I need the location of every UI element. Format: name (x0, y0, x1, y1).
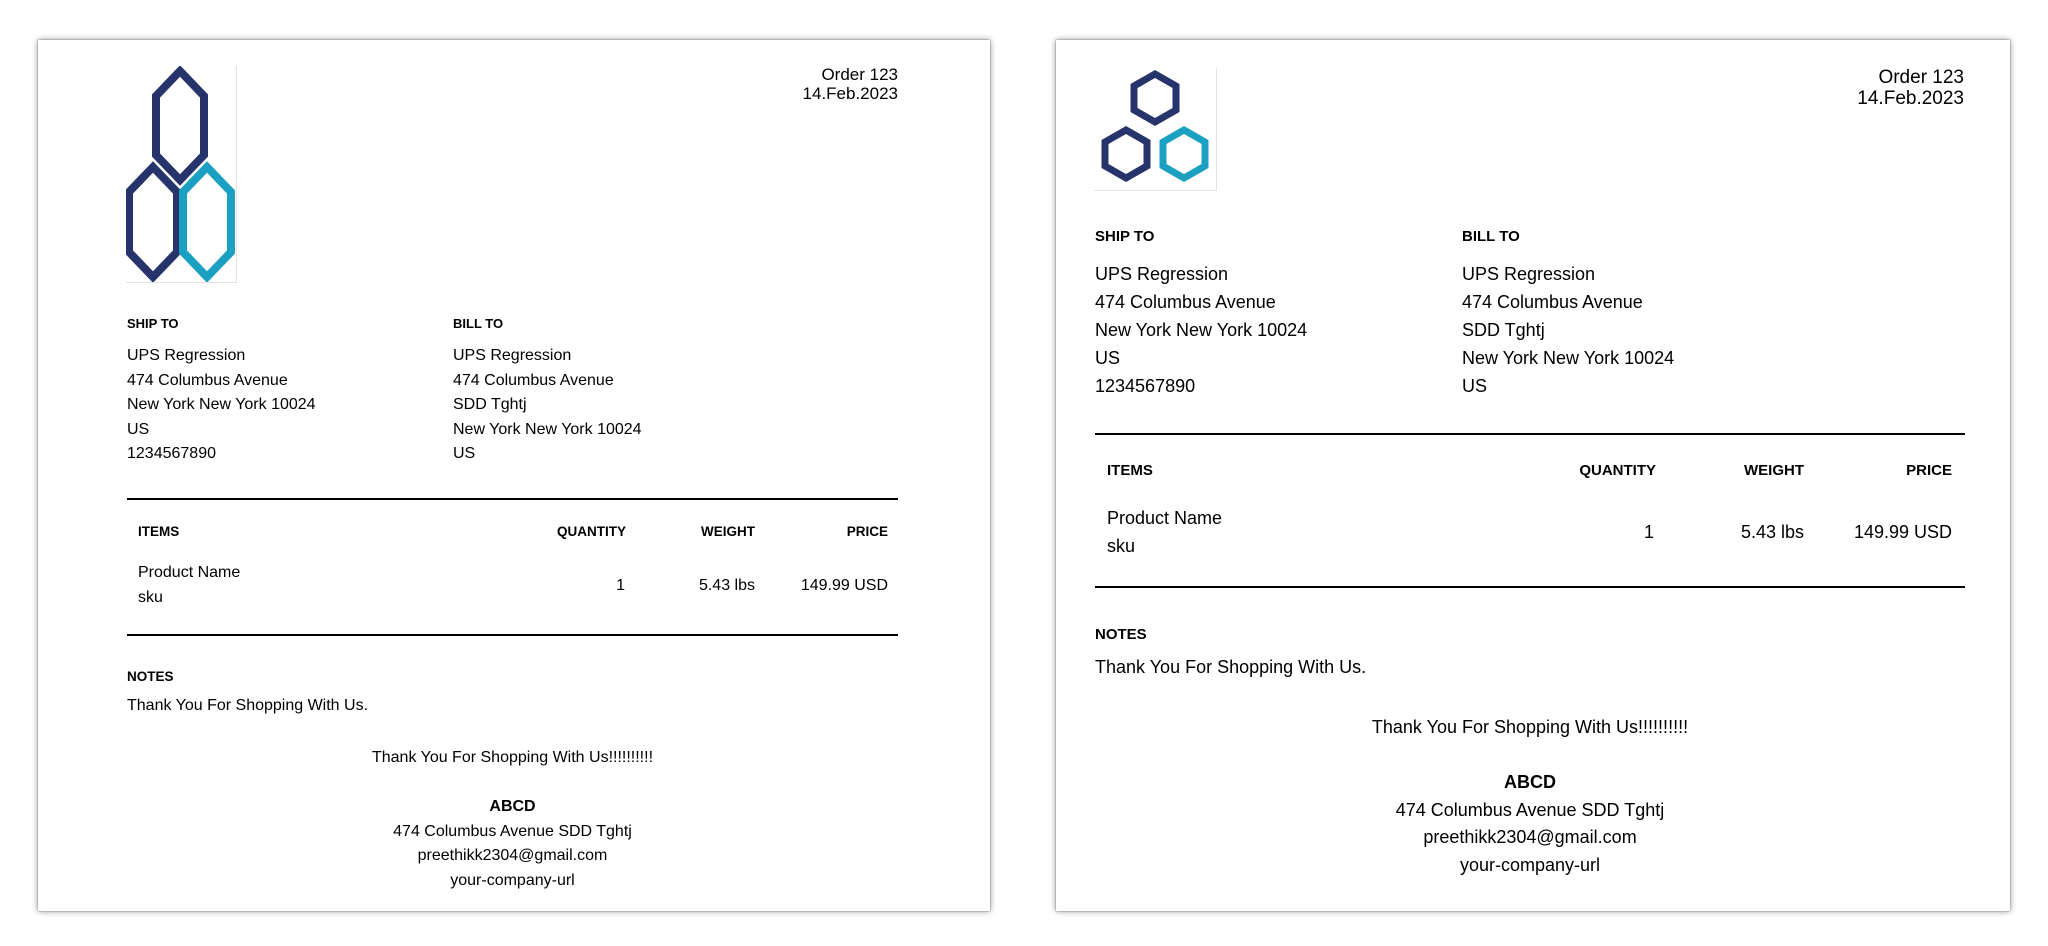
footer-thanks: Thank You For Shopping With Us!!!!!!!!!! (1371, 717, 1689, 737)
notes-text: Thank You For Shopping With Us. (1095, 657, 1367, 677)
item-name: Product Name (1107, 508, 1223, 528)
order-number: Order 123 (821, 65, 898, 84)
address-line: SDD Tghtj (1462, 320, 1545, 340)
table-top-divider (1095, 433, 1965, 435)
address-line: UPS Regression (127, 347, 246, 364)
order-number: Order 123 (1878, 67, 1964, 88)
company-url: your-company-url (1459, 854, 1601, 875)
company-email: preethikk2304@gmail.com (417, 847, 608, 864)
address-line: US (1095, 348, 1121, 368)
address-line: US (1462, 376, 1488, 396)
item-name: Product Name (138, 564, 241, 581)
hexagon-logo-icon (126, 66, 236, 282)
table-bottom-divider (127, 634, 898, 636)
invoice-page-left (38, 40, 990, 911)
notes-label: NOTES (1095, 626, 1147, 643)
address-line: 474 Columbus Avenue (1462, 292, 1643, 312)
address-line: 474 Columbus Avenue (127, 371, 288, 389)
footer-company-block (127, 795, 898, 893)
column-header-price: PRICE (1906, 462, 1952, 479)
item-price: 149.99 USD (1853, 522, 1952, 542)
address-line: US (453, 445, 476, 462)
column-header-quantity: QUANTITY (557, 524, 626, 539)
table-bottom-divider (1095, 586, 1965, 588)
address-line: 1234567890 (127, 445, 216, 462)
address-line: UPS Regression (453, 347, 572, 364)
ship-to-address (127, 344, 316, 467)
item-quantity: 1 (1643, 522, 1654, 542)
address-line: 474 Columbus Avenue (1095, 292, 1276, 312)
order-header (803, 66, 898, 103)
bill-to-label: BILL TO (1462, 228, 1520, 245)
company-url: your-company-url (450, 871, 575, 889)
footer-company-block (1095, 769, 1965, 879)
item-weight: 5.43 lbs (698, 577, 755, 594)
company-logo (1094, 68, 1217, 191)
company-name: ABCD (489, 798, 536, 815)
column-header-weight: WEIGHT (701, 524, 755, 539)
address-line: New York New York 10024 (127, 396, 316, 413)
column-header-items: ITEMS (1107, 462, 1153, 479)
item-sku: sku (138, 589, 163, 606)
hexagon-logo-icon (1094, 68, 1216, 190)
table-top-divider (127, 498, 898, 500)
company-email: preethikk2304@gmail.com (1423, 827, 1637, 847)
address-line: New York New York 10024 (1462, 348, 1675, 368)
column-header-price: PRICE (846, 524, 888, 539)
address-line: New York New York 10024 (453, 420, 642, 438)
address-line: 474 Columbus Avenue (453, 371, 614, 389)
ship-to-address (1095, 260, 1307, 400)
order-date: 14.Feb.2023 (1857, 87, 1964, 109)
address-line: US (127, 420, 150, 438)
address-line: SDD Tghtj (453, 396, 527, 413)
item-sku: sku (1107, 536, 1136, 556)
address-line: 1234567890 (1095, 376, 1196, 396)
invoice-page-right (1056, 40, 2010, 911)
address-line: UPS Regression (1095, 264, 1229, 284)
company-name: ABCD (1504, 772, 1556, 792)
bill-to-label: BILL TO (453, 316, 504, 331)
bill-to-address (453, 344, 642, 467)
item-quantity: 1 (616, 577, 625, 594)
address-line: New York New York 10024 (1095, 320, 1308, 340)
bill-to-address (1462, 260, 1674, 400)
ship-to-label: SHIP TO (1095, 228, 1155, 245)
notes-label: NOTES (127, 669, 174, 684)
ship-to-label: SHIP TO (127, 316, 179, 331)
company-address: 474 Columbus Avenue SDD Tghtj (393, 822, 632, 840)
company-logo (126, 66, 237, 283)
item-price: 149.99 USD (800, 577, 888, 594)
order-header (1857, 68, 1964, 110)
order-date: 14.Feb.2023 (802, 83, 898, 103)
item-weight: 5.43 lbs (1740, 522, 1804, 542)
column-header-quantity: QUANTITY (1579, 462, 1656, 479)
footer-thanks: Thank You For Shopping With Us!!!!!!!!!! (371, 749, 654, 766)
company-address: 474 Columbus Avenue SDD Tghtj (1395, 799, 1665, 820)
column-header-items: ITEMS (138, 524, 180, 539)
notes-text: Thank You For Shopping With Us. (127, 697, 369, 714)
address-line: UPS Regression (1462, 264, 1596, 284)
column-header-weight: WEIGHT (1744, 462, 1804, 479)
